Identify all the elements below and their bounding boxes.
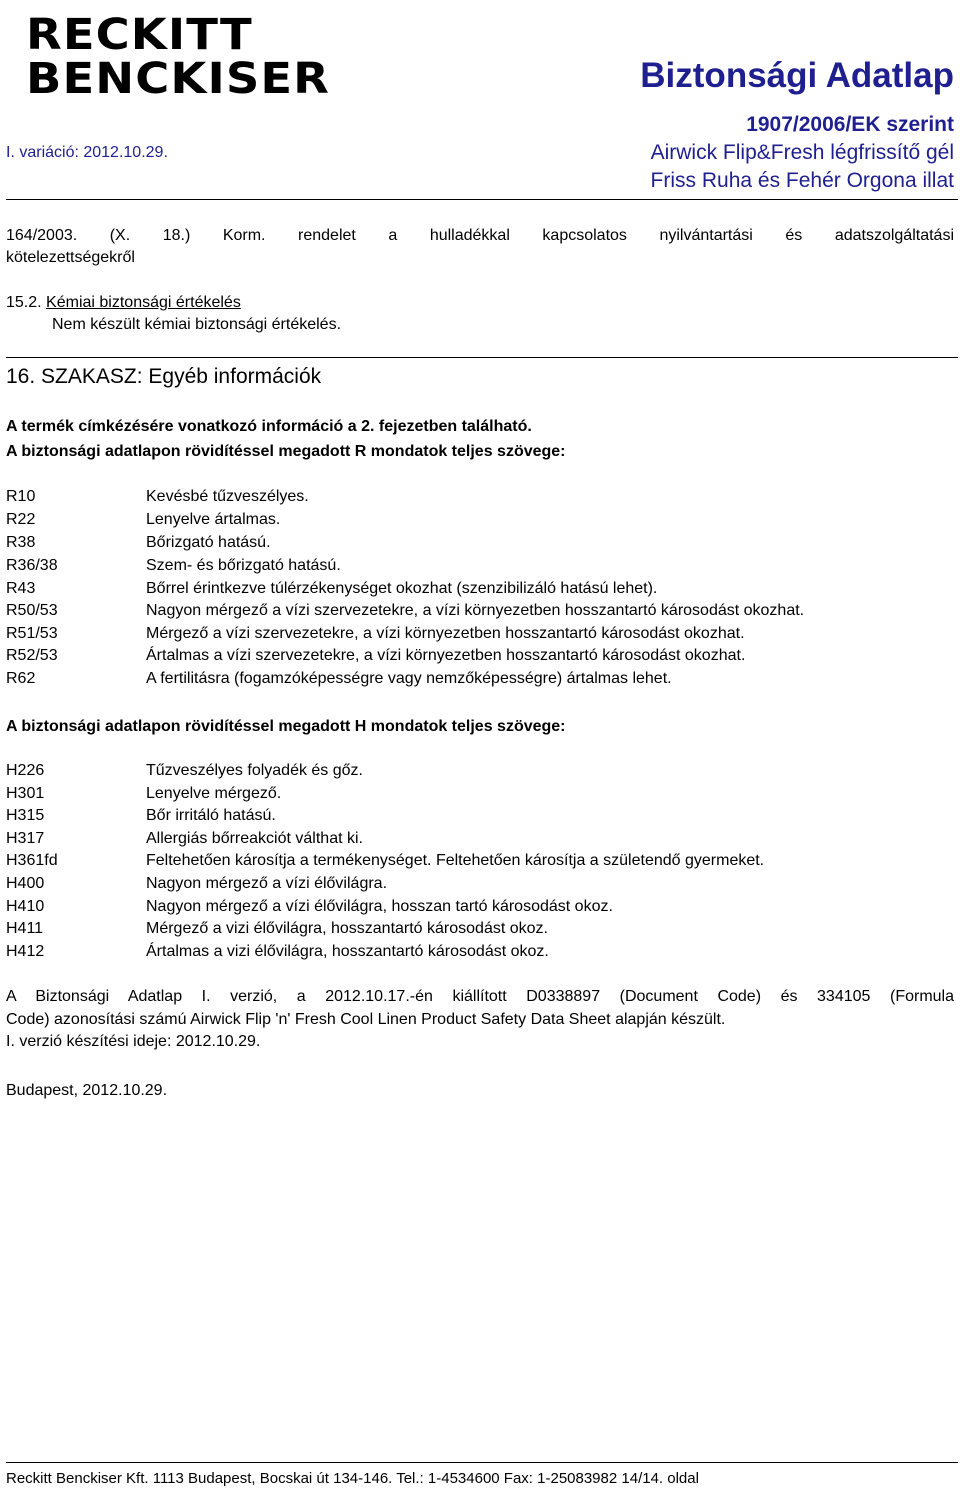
- header-divider: [6, 199, 958, 200]
- footer-text: Reckitt Benckiser Kft. 1113 Budapest, Bocskai út 134-146. Tel.: 1-4534600 Fax: 1-25083982 14/14. oldal: [6, 1470, 699, 1487]
- h-phrase-text: Lenyelve mérgező.: [146, 785, 282, 802]
- r-phrase-code: R51/53: [6, 625, 58, 642]
- r-phrase-text: Szem- és bőrizgató hatású.: [146, 557, 341, 574]
- r-phrase-text: A fertilitásra (fogamzóképességre vagy nemzőképességre) ártalmas lehet.: [146, 670, 672, 687]
- intro-line1: 164/2003. (X. 18.) Korm. rendelet a hulladékkal kapcsolatos nyilvántartási és adatszolgáltatási: [6, 227, 954, 244]
- r-phrase-row: [6, 623, 745, 645]
- section-16-divider: [6, 357, 958, 358]
- source-line2: Code) azonosítási számú Airwick Flip 'n' Fresh Cool Linen Product Safety Data Sheet alapján készült.: [6, 1011, 726, 1028]
- h-phrase-code: H411: [6, 920, 44, 937]
- section-15-2-number: 15.2.: [6, 294, 42, 311]
- label-info-text: A termék címkézésére vonatkozó információ a 2. fejezetben található.: [6, 418, 532, 435]
- h-phrase-text: Ártalmas a vizi élővilágra, hosszantartó károsodást okoz.: [146, 943, 549, 960]
- h-phrase-row: [6, 873, 387, 895]
- h-phrase-code: H400: [6, 875, 45, 892]
- section-15-2-heading: [6, 292, 241, 314]
- r-phrase-code: R50/53: [6, 602, 58, 619]
- r-phrase-code: R38: [6, 534, 36, 551]
- h-phrases-heading: A biztonsági adatlapon rövidítéssel megadott H mondatok teljes szövege:: [6, 718, 566, 735]
- r-phrase-text: Ártalmas a vízi szervezetekre, a vízi környezetben hosszantartó károsodást okozhat.: [146, 647, 746, 664]
- r-phrase-row: [6, 532, 271, 554]
- h-phrase-code: H410: [6, 898, 45, 915]
- company-logo-line1: RECKITT: [26, 10, 253, 60]
- r-phrase-row: [6, 578, 657, 600]
- intro-line2: kötelezettségekről: [6, 249, 135, 266]
- h-phrase-row: [6, 941, 549, 963]
- h-phrase-text: Feltehetően károsítja a termékenységet. Feltehetően károsítja a születendő gyermeket.: [146, 852, 765, 869]
- h-phrase-row: [6, 828, 363, 850]
- r-phrase-code: R22: [6, 511, 36, 528]
- h-phrase-text: Mérgező a vizi élővilágra, hosszantartó károsodást okoz.: [146, 920, 548, 937]
- version-label: I. variáció: 2012.10.29.: [6, 144, 168, 161]
- r-phrase-text: Lenyelve ártalmas.: [146, 511, 281, 528]
- product-name-line2: Friss Ruha és Fehér Orgona illat: [650, 169, 954, 192]
- footer-divider: [6, 1462, 958, 1463]
- r-phrase-row: [6, 486, 309, 508]
- r-phrase-code: R52/53: [6, 647, 58, 664]
- place-date: Budapest, 2012.10.29.: [6, 1082, 168, 1099]
- h-phrase-code: H412: [6, 943, 45, 960]
- h-phrase-code: H301: [6, 785, 45, 802]
- h-phrase-text: Nagyon mérgező a vízi élővilágra, hosszan tartó károsodást okoz.: [146, 898, 613, 915]
- regulation-label: 1907/2006/EK szerint: [746, 113, 954, 136]
- r-phrase-code: R62: [6, 670, 36, 687]
- source-line1: A Biztonsági Adatlap I. verzió, a 2012.10.17.-én kiállított D0338897 (Document Code) és 334105 (Formula: [6, 988, 954, 1005]
- r-phrase-row: [6, 509, 280, 531]
- r-phrase-row: [6, 645, 745, 667]
- r-phrases-heading: A biztonsági adatlapon rövidítéssel megadott R mondatok teljes szövege:: [6, 443, 566, 460]
- r-phrase-text: Bőrizgató hatású.: [146, 534, 271, 551]
- h-phrase-row: [6, 896, 613, 918]
- r-phrase-text: Bőrrel érintkezve túlérzékenységet okozhat (szenzibilizáló hatású lehet).: [146, 580, 658, 597]
- h-phrase-code: H317: [6, 830, 45, 847]
- r-phrase-text: Kevésbé tűzveszélyes.: [146, 488, 309, 505]
- r-phrase-code: R36/38: [6, 557, 58, 574]
- h-phrase-row: [6, 783, 281, 805]
- document-title: Biztonsági Adatlap: [640, 56, 954, 95]
- product-name-line1: Airwick Flip&Fresh légfrissítő gél: [650, 141, 954, 164]
- h-phrase-row: [6, 805, 276, 827]
- r-phrase-code: R10: [6, 488, 36, 505]
- r-phrase-code: R43: [6, 580, 36, 597]
- section-16-title: 16. SZAKASZ: Egyéb információk: [6, 365, 322, 388]
- h-phrase-code: H226: [6, 762, 45, 779]
- h-phrase-text: Allergiás bőrreakciót válthat ki.: [146, 830, 363, 847]
- r-phrase-row: [6, 600, 804, 622]
- r-phrase-text: Nagyon mérgező a vízi szervezetekre, a vízi környezetben hosszantartó károsodást okozhat.: [146, 602, 805, 619]
- h-phrase-row: [6, 760, 363, 782]
- section-15-2-title: Kémiai biztonsági értékelés: [46, 294, 241, 311]
- source-line3: I. verzió készítési ideje: 2012.10.29.: [6, 1033, 261, 1050]
- h-phrase-text: Bőr irritáló hatású.: [146, 807, 276, 824]
- h-phrase-row: [6, 918, 548, 940]
- h-phrase-row: [6, 850, 764, 872]
- h-phrase-code: H315: [6, 807, 45, 824]
- r-phrase-text: Mérgező a vízi szervezetekre, a vízi környezetben hosszantartó károsodást okozhat.: [146, 625, 745, 642]
- section-15-2-text: Nem készült kémiai biztonsági értékelés.: [52, 316, 342, 333]
- h-phrase-text: Tűzveszélyes folyadék és gőz.: [146, 762, 363, 779]
- h-phrase-code: H361fd: [6, 852, 58, 869]
- r-phrase-row: [6, 555, 341, 577]
- h-phrase-text: Nagyon mérgező a vízi élővilágra.: [146, 875, 388, 892]
- company-logo-line2: BENCKISER: [26, 54, 330, 104]
- r-phrase-row: [6, 668, 672, 690]
